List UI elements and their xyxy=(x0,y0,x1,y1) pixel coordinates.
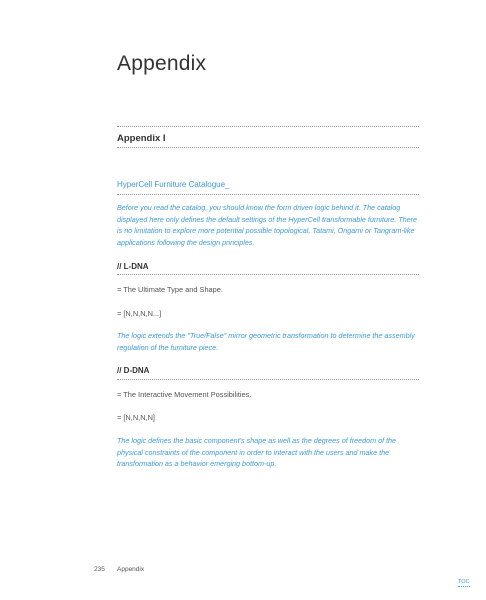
l-dna-formula: = [N,N,N,N...] xyxy=(117,309,162,318)
footer-section-label: Appendix xyxy=(117,566,145,573)
d-dna-description: The logic defines the basic component's shape as well as the degrees of freedom of the physical constraints of the component in order to interact with the users and make the transformation as a behavior emerging bottom-up. xyxy=(117,436,397,468)
d-dna-definition: = The Interactive Movement Possibilities. xyxy=(117,390,252,399)
d-dna-rule xyxy=(117,379,419,380)
d-dna-heading: // D-DNA xyxy=(117,366,150,375)
l-dna-description: The logic extends the "True/False" mirror geometric transformation to determine the assembly regulation of the furniture piece. xyxy=(117,331,415,352)
catalogue-rule xyxy=(117,194,419,195)
l-dna-rule xyxy=(117,274,419,275)
l-dna-heading: // L-DNA xyxy=(117,262,149,271)
l-dna-definition: = The Ultimate Type and Shape. xyxy=(117,285,223,294)
section-heading: Appendix I xyxy=(117,133,166,144)
page-title: Appendix xyxy=(117,52,207,75)
footer-page-number: 235 xyxy=(94,566,105,573)
section-top-rule xyxy=(117,126,419,127)
d-dna-formula: = [N,N,N,N] xyxy=(117,413,155,422)
catalogue-heading: HyperCell Furniture Catalogue_ xyxy=(117,180,230,189)
catalogue-intro: Before you read the catalog, you should know the form driven logic behind it. The catalog displayed here only defines the default settings of the HyperCell transformable furniture. There is no limitation to explore more potential possible topological, Tatami, Origami or Tangram-like applications following the design principles. xyxy=(117,203,418,247)
toc-link[interactable]: TOC xyxy=(458,579,470,585)
section-bottom-rule xyxy=(117,147,419,148)
